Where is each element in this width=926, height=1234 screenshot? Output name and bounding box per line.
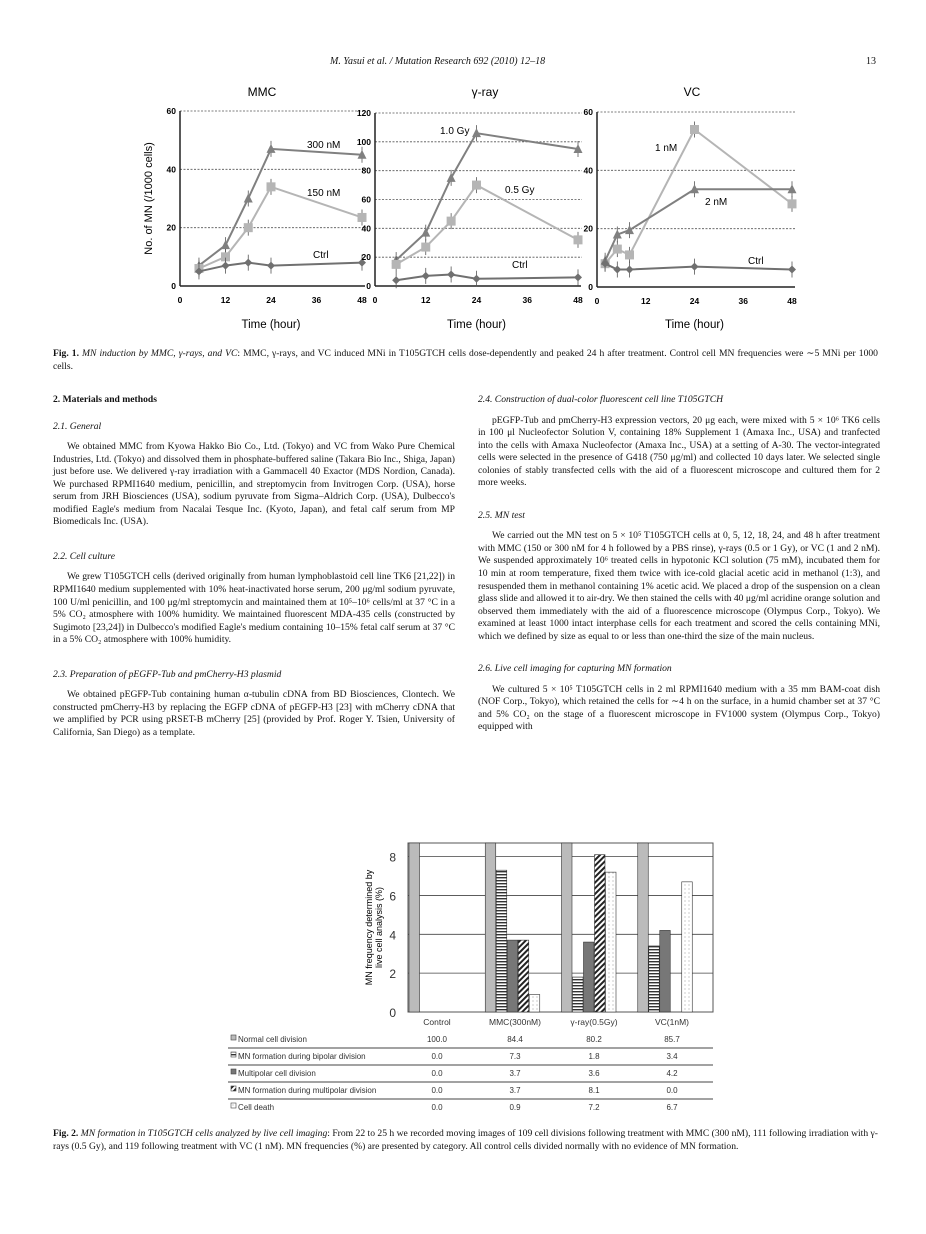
x-tick-label: 0 bbox=[594, 296, 600, 306]
running-header: M. Yasui et al. / Mutation Research 692 (2010) 12–18 bbox=[330, 56, 546, 67]
y-tick-label: 20 bbox=[583, 223, 593, 234]
figure-1-caption bbox=[53, 347, 878, 373]
series-line bbox=[605, 130, 792, 264]
square-marker bbox=[267, 182, 276, 191]
legend-swatch bbox=[231, 1052, 236, 1057]
table-cell: 0.0 bbox=[431, 1069, 443, 1078]
bar bbox=[496, 870, 507, 1012]
series-label: 0.5 Gy bbox=[505, 185, 535, 196]
bar bbox=[518, 940, 529, 1012]
y-tick-label: 40 bbox=[583, 165, 593, 176]
table-cell: 8.1 bbox=[588, 1086, 600, 1095]
table-cell: 84.4 bbox=[507, 1035, 523, 1044]
category-label: Control bbox=[423, 1017, 451, 1027]
subsection-heading: 2.3. Preparation of pEGFP-Tub and pmCherry-H3 plasmid bbox=[53, 668, 282, 680]
x-tick-label: 48 bbox=[357, 295, 367, 305]
figure-2-chart bbox=[0, 820, 926, 1120]
series-label: 300 nM bbox=[307, 140, 341, 151]
square-marker bbox=[447, 217, 456, 226]
x-axis-label: Time (hour) bbox=[665, 319, 724, 331]
y-tick-label: 100 bbox=[356, 136, 371, 147]
y-tick-label: 0 bbox=[588, 282, 593, 292]
table-cell: 100.0 bbox=[426, 1035, 448, 1044]
series-label: Ctrl bbox=[512, 260, 528, 271]
chart-title: γ-ray bbox=[471, 85, 499, 99]
table-cell: 3.6 bbox=[588, 1069, 600, 1078]
diamond-marker bbox=[574, 273, 582, 281]
y-tick-label: 60 bbox=[166, 106, 176, 116]
square-marker bbox=[358, 213, 367, 222]
y-tick-label: 120 bbox=[356, 108, 371, 118]
square-marker bbox=[574, 235, 583, 244]
subsection-heading: 2.6. Live cell imaging for capturing MN formation bbox=[478, 663, 672, 675]
y-tick-label: 0 bbox=[366, 281, 371, 291]
legend-swatch bbox=[231, 1086, 236, 1091]
y-axis-label: No. of MN (/1000 cells) bbox=[143, 142, 155, 255]
diamond-marker bbox=[222, 262, 230, 270]
subsection-heading: 2.2. Cell culture bbox=[53, 550, 115, 562]
category-label: VC(1nM) bbox=[654, 1017, 690, 1027]
diamond-marker bbox=[626, 266, 634, 274]
x-axis-label: Time (hour) bbox=[241, 319, 301, 331]
series-label: 1 nM bbox=[655, 143, 678, 154]
series-line bbox=[396, 133, 578, 260]
category-label: MMC(300nM) bbox=[489, 1017, 541, 1027]
x-axis-label: Time (hour) bbox=[447, 319, 506, 331]
paragraph: We obtained MMC from Kyowa Hakko Bio Co., Ltd. (Tokyo) and VC from Wako Pure Chemical Industries, Ltd. (Tokyo) and dissolved them in phosphate-buffered saline (Takara Bio Inc., Shiga, Japan) just before use. We delivered γ-ray irradiation with a Gammacell 40 Exactor (MDS Nordion, Canada). We purchased RPMI1640 medium, penicillin, and streptomycin from Invitrogen Corp. (USA), horse serum from JRH Biosciences (USA), sodium pyruvate from Sigma–Aldrich Corp. (USA), Dulbecco's modified Eagle's medium from Nacalai Tesque Inc. (Kyoto, Japan), and fetal calf serum from MP Biomedicals Inc. (USA). bbox=[53, 441, 455, 528]
bar bbox=[507, 940, 518, 1012]
square-marker bbox=[690, 125, 699, 134]
subsection-heading: 2.4. Construction of dual-color fluorescent cell line T105GTCH bbox=[478, 394, 724, 405]
x-tick-label: 36 bbox=[738, 296, 748, 306]
x-tick-label: 24 bbox=[689, 296, 700, 306]
paragraph: We obtained pEGFP-Tub containing human α-tubulin cDNA from BD Biosciences, Clontech. We constructed pmCherry-H3 by replacing the EGFP cDNA of pEGFP-H3 [23] with mCherry cDNA that we amplified by PCR using pRSET-B mCherry [25] (provided by Prof. Roger Y. Tsien, University of California, San Diego) as a template. bbox=[53, 689, 455, 738]
x-tick-label: 36 bbox=[522, 295, 532, 305]
figure-1-charts bbox=[0, 0, 926, 345]
bar bbox=[485, 843, 496, 1012]
legend-swatch bbox=[231, 1103, 236, 1108]
table-cell: 0.9 bbox=[509, 1103, 521, 1112]
square-marker bbox=[392, 260, 401, 269]
bar bbox=[529, 995, 540, 1012]
table-cell: 85.7 bbox=[664, 1035, 680, 1044]
caption-label: Fig. 1. bbox=[53, 348, 79, 359]
paragraph: We carried out the MN test on 5 × 10⁵ T105GTCH cells at 0, 5, 12, 18, 24, and 48 h after treatment with MMC (150 or 300 nM for 4 h followed by a PBS rinse), γ-rays (0.5 or 1 Gy), or VC (1 and 2 nM). We suspended approximately 10⁶ treated cells in hypotonic KCl solution (75 mM), incubated them for 10 min at room temperature, fixed them twice with ice-cold glacial acetic acid in methanol (1:3), and resuspended them in methanol containing 1% acetic acid. We placed a drop of the suspension on a clean glass slide and allowed it to air-dry. We then stained the cells with 40 μg/ml acridine orange solution and observed them immediately with the aid of a fluorescence microscope (Olympus Corp., Tokyo). We examined at least 1000 intact interphase cells for each treatment and scored the cells containing MNi, which we defined by size as equal to or less than one-third the size of the main nucleus. bbox=[478, 530, 880, 642]
x-tick-label: 12 bbox=[421, 295, 431, 305]
category-label: γ-ray(0.5Gy) bbox=[570, 1017, 618, 1027]
diamond-marker bbox=[613, 266, 621, 274]
table-cell: 6.7 bbox=[666, 1103, 678, 1112]
y-tick-label: 0 bbox=[389, 1006, 396, 1020]
y-tick-label: 40 bbox=[361, 223, 371, 234]
y-tick-label: 8 bbox=[389, 850, 396, 865]
table-cell: 0.0 bbox=[431, 1086, 443, 1095]
y-tick-label: 80 bbox=[361, 165, 371, 176]
series-line bbox=[605, 264, 792, 270]
table-cell: 80.2 bbox=[586, 1035, 602, 1044]
square-marker bbox=[613, 245, 622, 254]
section-heading: 2. Materials and methods bbox=[53, 394, 157, 405]
chart-title: VC bbox=[683, 85, 701, 99]
bar bbox=[660, 930, 671, 1012]
series-label: 2 nM bbox=[705, 197, 728, 208]
table-cell: 3.7 bbox=[509, 1086, 521, 1095]
x-tick-label: 0 bbox=[372, 295, 378, 305]
bar bbox=[573, 977, 584, 1012]
diamond-marker bbox=[691, 263, 699, 271]
bar bbox=[562, 843, 573, 1012]
legend-label: Normal cell division bbox=[238, 1035, 307, 1044]
x-tick-label: 48 bbox=[573, 295, 583, 305]
triangle-marker bbox=[421, 228, 430, 237]
legend-label: Cell death bbox=[238, 1103, 275, 1112]
figure-2-caption bbox=[53, 1127, 878, 1153]
triangle-marker bbox=[221, 240, 230, 249]
bar bbox=[606, 872, 617, 1012]
table-cell: 3.4 bbox=[666, 1052, 678, 1061]
subsection-heading: 2.5. MN test bbox=[478, 509, 525, 521]
square-marker bbox=[244, 223, 253, 232]
series-label: 150 nM bbox=[307, 188, 341, 199]
legend-swatch bbox=[231, 1069, 236, 1074]
diamond-marker bbox=[244, 259, 252, 267]
bar bbox=[584, 942, 595, 1012]
left-column bbox=[53, 394, 455, 739]
square-marker bbox=[421, 243, 430, 252]
diamond-marker bbox=[447, 270, 455, 278]
legend-label: MN formation during multipolar division bbox=[238, 1086, 377, 1095]
legend-label: MN formation during bipolar division bbox=[238, 1052, 366, 1061]
square-marker bbox=[472, 181, 481, 190]
y-tick-label: 60 bbox=[361, 194, 371, 205]
paragraph: pEGFP-Tub and pmCherry-H3 expression vectors, 20 μg each, were mixed with 5 × 10⁶ TK6 cells in 100 μl Nucleofector Solution V, containing 18% Supplement 1 (Amaxa Inc., USA) and tranfected into the cells with Amaxa Nucleofector (Amaxa Inc., USA) at a setting of A-30. The vector-integrated cells were selected in the presence of G418 (750 μg/ml) and collected 10 days later. We selected single colonies of stably transfected cells with the aid of a fluorescent microscope and cultured them for 2 more weeks. bbox=[478, 414, 880, 489]
diamond-marker bbox=[422, 272, 430, 280]
bar bbox=[638, 843, 649, 1012]
y-axis-label-line1: MN frequency determined by bbox=[364, 869, 374, 986]
paragraph: We cultured 5 × 10⁵ T105GTCH cells in 2 ml RPMI1640 medium with a 35 mm BAM-coat dish (NOF Corp., Tokyo), which retained the cells for ∼4 h on the surface, in a humid chamber set at 37 °C and 5% CO₂ on the stage of a fluorescent microscope in FV1000 system (Olympus Corp., Tokyo) equipped with bbox=[478, 683, 880, 733]
caption-title: MN formation in T105GTCH cells analyzed by live cell imaging bbox=[80, 1128, 328, 1139]
y-tick-label: 0 bbox=[171, 281, 176, 291]
table-cell: 7.2 bbox=[588, 1103, 600, 1112]
table-cell: 1.8 bbox=[588, 1052, 600, 1061]
paragraph: We grew T105GTCH cells (derived originally from human lymphoblastoid cell line TK6 [21,22]) in RPMI1640 medium supplemented with 10% heat-inactivated horse serum, 200 μg/ml sodium pyruvate, 100 U/ml penicillin, and 100 μg/ml streptomycin and maintained them at 10⁵–10⁶ cells/ml at 37 °C in a 5% CO₂ atmosphere with 100% humidity. We maintained fluorescent MDA-435 cells (constructed by Sugimoto [23,24]) in Dulbecco's modified Eagle's medium containing 10–15% fetal calf serum at 37 °C in a 5% CO₂ atmosphere with 100% humidity. bbox=[53, 571, 455, 646]
table-cell: 3.7 bbox=[509, 1069, 521, 1078]
chart-title: MMC bbox=[247, 85, 277, 99]
x-tick-label: 24 bbox=[471, 295, 482, 305]
series-label: Ctrl bbox=[748, 256, 764, 267]
x-tick-label: 12 bbox=[220, 295, 231, 305]
series-label: Ctrl bbox=[313, 250, 329, 261]
bar bbox=[409, 843, 420, 1012]
y-tick-label: 40 bbox=[166, 164, 176, 175]
caption-text: : From 22 to 25 h we recorded moving images of 109 cell divisions following treatment with MMC (300 nM), 111 following irradiation with γ-rays (0.5 Gy), and 119 following treatment with VC (1 nM). MN frequencies (%) are presented by category. All control cells divided normally with no evidence of MN formation. bbox=[53, 1128, 878, 1152]
table-cell: 0.0 bbox=[431, 1052, 443, 1061]
diamond-marker bbox=[392, 276, 400, 284]
x-tick-label: 0 bbox=[177, 295, 183, 305]
square-marker bbox=[788, 199, 797, 208]
right-column bbox=[478, 394, 880, 734]
series-line bbox=[396, 185, 578, 264]
legend-swatch bbox=[231, 1035, 236, 1040]
square-marker bbox=[625, 250, 634, 259]
y-tick-label: 4 bbox=[389, 928, 396, 943]
x-tick-label: 24 bbox=[266, 295, 276, 305]
caption-label: Fig. 2. bbox=[53, 1128, 79, 1139]
table-cell: 0.0 bbox=[431, 1103, 443, 1112]
x-tick-label: 36 bbox=[311, 295, 322, 305]
subsection-heading: 2.1. General bbox=[53, 420, 102, 432]
bar bbox=[682, 882, 693, 1012]
diamond-marker bbox=[267, 262, 275, 270]
x-tick-label: 48 bbox=[787, 296, 797, 306]
table-cell: 7.3 bbox=[509, 1052, 521, 1061]
bar bbox=[649, 946, 660, 1012]
triangle-marker bbox=[625, 225, 634, 234]
triangle-marker bbox=[244, 194, 253, 203]
bar bbox=[595, 855, 606, 1012]
table-cell: 0.0 bbox=[666, 1086, 678, 1095]
y-tick-label: 60 bbox=[583, 107, 593, 117]
legend-label: Multipolar cell division bbox=[238, 1069, 316, 1078]
caption-title: MN induction by MMC, γ-rays, and VC bbox=[82, 348, 238, 359]
page-number: 13 bbox=[866, 56, 876, 67]
y-tick-label: 20 bbox=[361, 252, 371, 263]
y-tick-label: 2 bbox=[389, 967, 396, 982]
y-tick-label: 20 bbox=[166, 222, 176, 233]
diamond-marker bbox=[473, 275, 481, 283]
table-cell: 4.2 bbox=[666, 1069, 678, 1078]
y-axis-label-line2: live cell analysis (%) bbox=[374, 886, 384, 969]
y-tick-label: 6 bbox=[389, 889, 396, 904]
series-label: 1.0 Gy bbox=[440, 126, 470, 137]
x-tick-label: 12 bbox=[641, 296, 651, 306]
diamond-marker bbox=[788, 266, 796, 274]
caption-text: : MMC, γ-rays, and VC induced MNi in T105GTCH cells dose-dependently and peaked 24 h after treatment. Control cell MN frequencies were ∼5 MNi per 1000 cells. bbox=[53, 348, 878, 372]
